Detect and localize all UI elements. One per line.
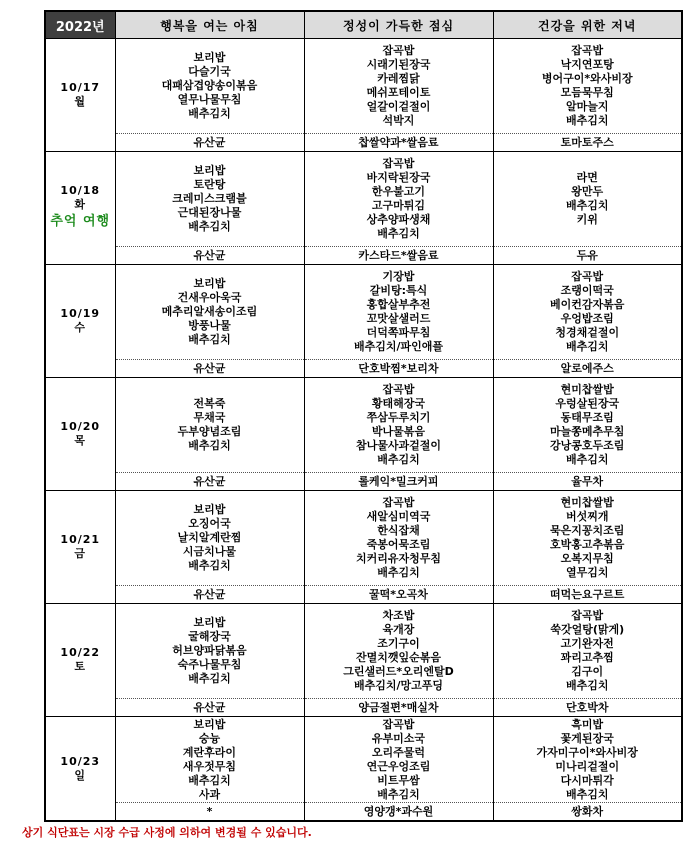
menu-item: 배추김치 [565,114,609,127]
menu-item: 미나리겉절이 [555,759,620,773]
menu-item: 조랭이떡국 [560,284,614,297]
menu-item: 갈비탕:특식 [369,284,428,297]
dinner-menu-cell [493,491,682,586]
weekly-menu-table [44,10,683,822]
date-label: 10/22 [60,646,101,659]
menu-item: 우렁살된장국 [555,397,620,410]
menu-item: 배추김치 [188,439,231,452]
snack-row [45,360,682,378]
menu-item: 대패삼겹양송이볶음 [161,79,258,92]
menu-item: 근대된장나물 [177,206,242,219]
lunch-menu-cell [304,378,493,473]
menu-item: 석박지 [382,114,415,127]
menu-item: 배추김치 [565,453,609,466]
year-header: 2022년 [45,11,115,39]
snack-cell: 꿀떡*오곡차 [304,586,493,604]
menu-item: 오리주물럭 [371,745,426,759]
menu-item: 병어구이*와사비장 [541,72,633,85]
menu-item: 보리밥 [193,503,226,516]
menu-item: 배추김치/망고푸딩 [353,679,444,692]
menu-item: 마늘쫑메추무침 [550,425,625,438]
menu-item: 차조밥 [382,609,415,622]
day-row [45,378,682,473]
menu-item: 토란탕 [193,178,226,191]
breakfast-menu-cell [115,717,304,803]
lunch-menu-cell [304,717,493,803]
snack-cell: 영양갱*과수원 [304,803,493,822]
snack-cell: 유산균 [115,699,304,717]
menu-item: 보리밥 [193,164,226,177]
menu-item: 낙지연포탕 [560,58,614,71]
snack-cell: 유산균 [115,360,304,378]
menu-item: 다슬기국 [188,65,231,78]
menu-item: 한식잡채 [377,524,420,537]
menu-item: 고기완자전 [560,637,614,650]
menu-item: 잡곡밥 [382,157,415,170]
menu-item: 배추김치 [188,333,231,346]
menu-item: 배추김치 [188,672,231,685]
menu-item: 홍합살부추전 [366,298,431,311]
menu-item: 꼬맛살샐러드 [366,312,431,325]
day-row [45,39,682,134]
weekday-label: 토 [74,660,87,673]
menu-item: 비트무쌈 [377,773,420,787]
snack-cell: 떠먹는요구르트 [493,586,682,604]
menu-item: 얼갈이겉절이 [366,100,431,113]
snack-cell: 롤케익*밀크커피 [304,473,493,491]
menu-item: 김구이 [571,665,604,678]
menu-item: 카레찜닭 [377,72,420,85]
menu-item: 모듬묵무침 [560,86,614,99]
menu-item: 배추김치 [565,199,609,212]
dinner-header: 건강을 위한 저녁 [493,11,682,39]
date-label: 10/23 [60,754,101,768]
menu-item: 베이컨감자볶음 [550,298,625,311]
menu-item: 잔멸치깻잎순볶음 [355,651,441,664]
menu-item: 쑥갓얼탕(맑게) [550,623,625,636]
menu-item: 알마늘지 [565,100,609,113]
menu-item: 한우불고기 [371,185,426,198]
snack-cell: 유산균 [115,247,304,265]
menu-item: 가자미구이*와사비장 [536,745,638,759]
menu-item: 배추김치 [377,453,420,466]
breakfast-menu-cell [115,378,304,473]
menu-item: 배추김치 [565,787,609,801]
snack-cell: 단호박찜*보리차 [304,360,493,378]
breakfast-header: 행복을 여는 아침 [115,11,304,39]
date-cell [45,491,115,604]
menu-item: 메쉬포테이토 [366,86,431,99]
day-row [45,265,682,360]
lunch-menu-cell [304,152,493,247]
snack-cell: * [115,803,304,822]
menu-item: 열무김치 [565,566,609,579]
lunch-menu-cell [304,604,493,699]
weekday-label: 화 [74,198,87,211]
day-row [45,717,682,803]
menu-item: 황태해장국 [371,397,426,410]
menu-item: 메추리알새송이조림 [161,305,258,318]
menu-item: 배추김치 [377,227,420,240]
menu-item: 새알심미역국 [366,510,431,523]
menu-item: 사과 [198,787,221,801]
menu-item: 잡곡밥 [382,717,415,731]
date-label: 10/18 [60,184,101,197]
menu-item: 유부미소국 [371,731,426,745]
menu-item: 시금치나물 [182,545,237,558]
day-row [45,604,682,699]
menu-item: 우엉밥조림 [560,312,614,325]
menu-item: 크레미스크램블 [172,192,247,205]
dinner-menu-cell [493,604,682,699]
lunch-header: 정성이 가득한 점심 [304,11,493,39]
menu-item: 강낭콩호두조림 [550,439,625,452]
weekday-label: 수 [74,321,87,334]
snack-row [45,134,682,152]
dinner-menu-cell [493,717,682,803]
breakfast-menu-cell [115,604,304,699]
dinner-menu-cell [493,265,682,360]
lunch-menu-cell [304,265,493,360]
snack-cell: 알로에주스 [493,360,682,378]
weekday-label: 일 [74,768,87,782]
menu-item: 다시마튀각 [560,773,614,787]
menu-item: 오징어국 [188,517,231,530]
menu-item: 동태무조림 [560,411,614,424]
menu-item: 연근우엉조림 [366,759,431,773]
menu-item: 치커리유자청무침 [355,552,441,565]
weekday-label: 월 [74,95,87,108]
menu-item: 배추김치 [565,340,609,353]
snack-row [45,473,682,491]
menu-item: 상추양파생채 [366,213,431,226]
change-notice: 상기 식단표는 시장 수급 사정에 의하여 변경될 수 있습니다. [22,826,312,839]
menu-item: 고구마튀김 [371,199,426,212]
menu-body [45,39,682,822]
menu-item: 보리밥 [193,277,226,290]
menu-item: 잡곡밥 [382,496,415,509]
menu-item: 허브양파닭볶음 [172,644,247,657]
menu-item: 잡곡밥 [382,383,415,396]
menu-item: 건새우아욱국 [177,291,242,304]
menu-item: 조기구이 [377,637,420,650]
menu-item: 왕만두 [571,185,604,198]
breakfast-menu-cell [115,152,304,247]
menu-item: 현미찹쌀밥 [560,383,614,396]
menu-item: 현미찹쌀밥 [560,496,614,509]
dinner-menu-cell [493,152,682,247]
table-header-row [45,11,682,39]
menu-item: 라면 [576,171,598,184]
menu-item: 방풍나물 [188,319,231,332]
menu-item: 묵은지꽁치조림 [550,524,625,537]
date-cell [45,39,115,152]
menu-item: 배추김치 [188,107,231,120]
snack-row [45,586,682,604]
menu-item: 오복지무침 [560,552,614,565]
snack-cell: 유산균 [115,586,304,604]
snack-cell: 토마토주스 [493,134,682,152]
snack-cell: 율무차 [493,473,682,491]
menu-item: 무채국 [193,411,226,424]
menu-item: 새우젓무침 [182,759,237,773]
lunch-menu-cell [304,491,493,586]
menu-item: 날치알계란찜 [177,531,242,544]
dinner-menu-cell [493,378,682,473]
snack-cell: 양금절편*매실차 [304,699,493,717]
dinner-menu-cell [493,39,682,134]
date-label: 10/21 [60,533,101,546]
menu-item: 잡곡밥 [571,44,604,57]
menu-item: 배추김치 [188,559,231,572]
menu-item: 숭늉 [198,731,221,745]
menu-item: 청경채겉절이 [555,326,620,339]
menu-item: 배추김치 [565,679,609,692]
snack-cell: 찹쌀약과*쌀음료 [304,134,493,152]
snack-row [45,699,682,717]
snack-cell: 카스타드*쌀음료 [304,247,493,265]
menu-item: 보리밥 [193,717,226,731]
menu-item: 육개장 [382,623,415,636]
menu-item: 꽈리고추찜 [560,651,614,664]
weekday-label: 목 [74,434,87,447]
menu-item: 참나물사과겉절이 [355,439,441,452]
weekday-label: 금 [74,547,87,560]
menu-item: 두부양념조림 [177,425,242,438]
menu-item: 잡곡밥 [382,44,415,57]
day-row [45,491,682,586]
snack-row [45,247,682,265]
menu-item: 배추김치 [188,773,231,787]
date-cell [45,604,115,717]
event-label: 추억 여행 [50,214,111,229]
menu-item: 숙주나물무침 [177,658,242,671]
menu-item: 계란후라이 [182,745,237,759]
date-cell [45,378,115,491]
menu-item: 배추김치 [188,220,231,233]
menu-item: 시래기된장국 [366,58,431,71]
menu-item: 잡곡밥 [571,609,604,622]
menu-item: 쭈삼두루치기 [366,411,431,424]
breakfast-menu-cell [115,265,304,360]
date-cell [45,717,115,822]
menu-item: 그린샐러드*오리엔탈D [343,665,454,678]
menu-item: 꽃게된장국 [560,731,614,745]
snack-cell: 쌍화차 [493,803,682,822]
menu-item: 바지락된장국 [366,171,431,184]
snack-cell: 두유 [493,247,682,265]
menu-item: 배추김치 [377,566,420,579]
menu-item: 기장밥 [382,270,415,283]
menu-item: 열무나물무침 [177,93,242,106]
menu-item: 전복죽 [193,397,226,410]
snack-cell: 단호박차 [493,699,682,717]
menu-item: 키위 [576,213,598,226]
date-label: 10/19 [60,307,101,320]
menu-item: 보리밥 [193,616,226,629]
menu-item: 흑미밥 [571,717,604,731]
menu-item: 버섯찌개 [565,510,609,523]
menu-item: 배추김치/파인애플 [353,340,444,353]
breakfast-menu-cell [115,491,304,586]
date-label: 10/17 [60,81,101,94]
date-label: 10/20 [60,420,101,433]
snack-cell: 유산균 [115,473,304,491]
menu-item: 배추김치 [377,787,420,801]
date-cell [45,152,115,265]
menu-item: 굴해장국 [188,630,231,643]
date-cell [45,265,115,378]
menu-item: 보리밥 [193,51,226,64]
snack-cell: 유산균 [115,134,304,152]
day-row [45,152,682,247]
menu-item: 박나물볶음 [371,425,426,438]
menu-item: 잡곡밥 [571,270,604,283]
lunch-menu-cell [304,39,493,134]
snack-row [45,803,682,822]
menu-item: 죽봉어묵조림 [366,538,431,551]
breakfast-menu-cell [115,39,304,134]
menu-item: 호박홍고추볶음 [550,538,625,551]
menu-item: 더덕쪽파무침 [366,326,431,339]
